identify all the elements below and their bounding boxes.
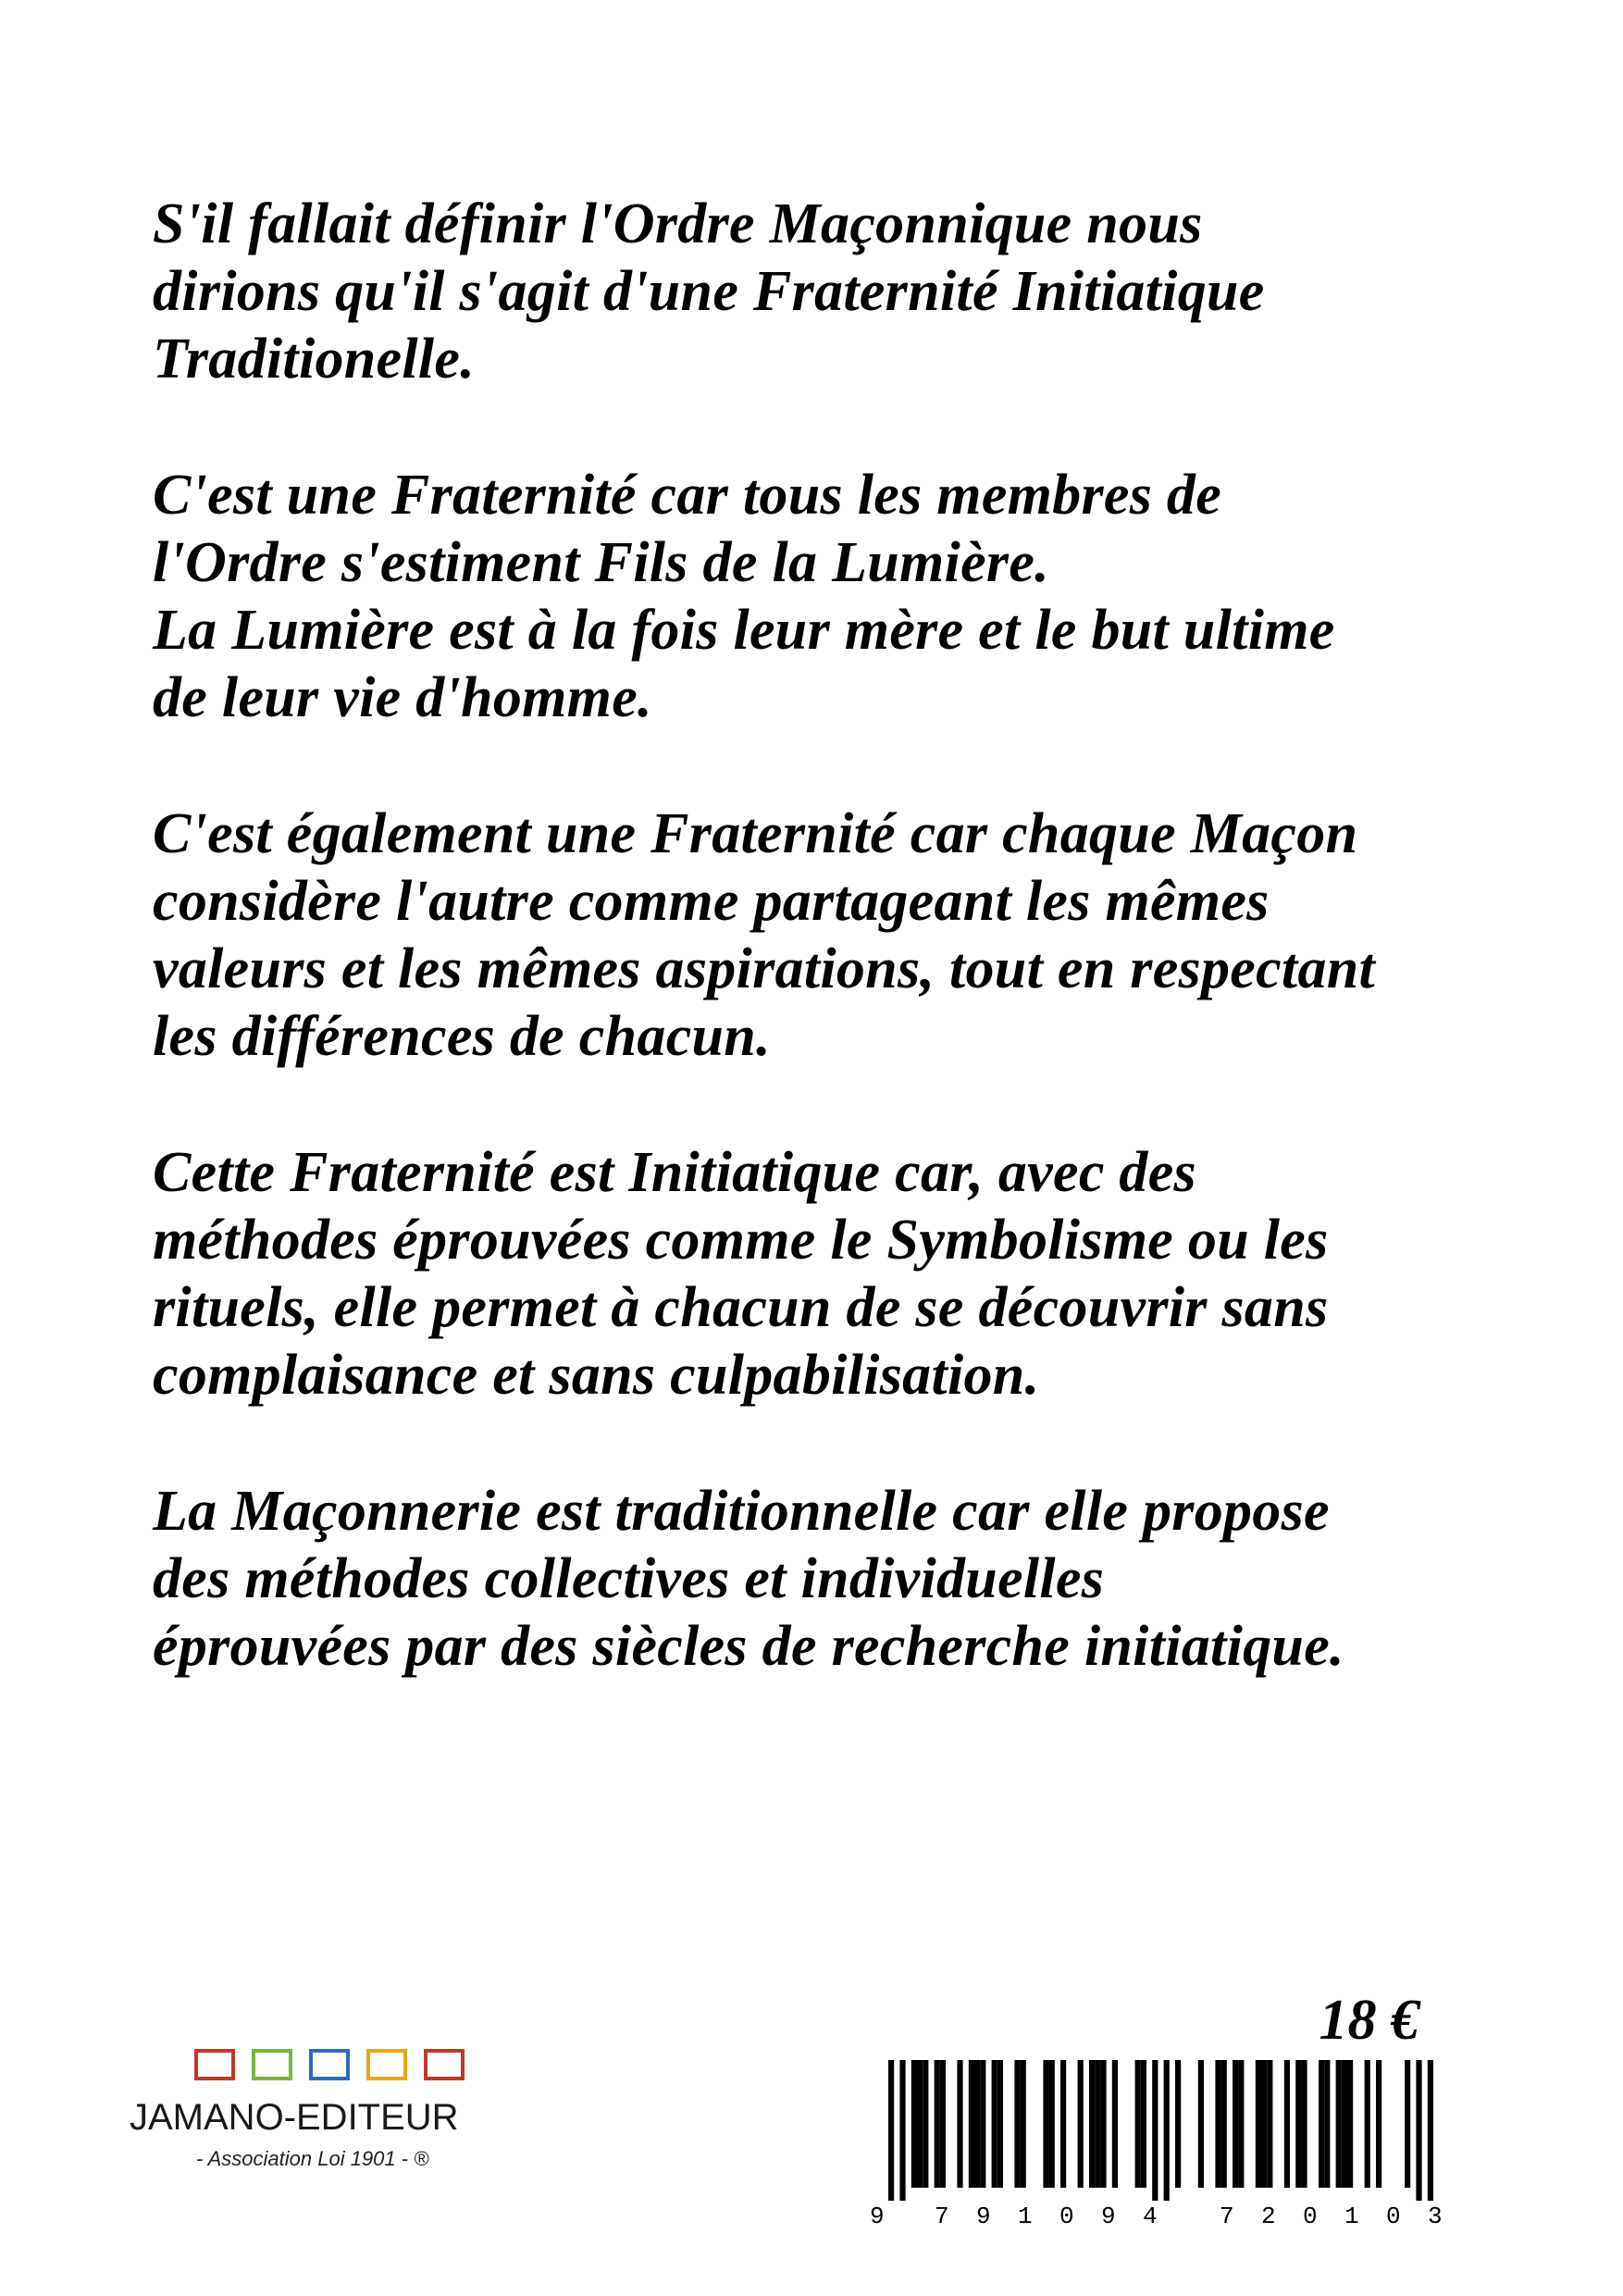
- barcode-bar: [1295, 2060, 1301, 2188]
- barcode-bar: [974, 2060, 980, 2188]
- barcode-digit: 9: [1101, 2203, 1116, 2230]
- barcode-bar: [1060, 2060, 1066, 2188]
- barcode-digit: 7: [935, 2203, 949, 2230]
- barcode-bar: [1100, 2060, 1106, 2188]
- barcode-digits: [870, 2203, 1481, 2240]
- barcode-bar: [1319, 2060, 1324, 2188]
- barcode-bar: [1238, 2060, 1244, 2188]
- barcode-bar: [1135, 2060, 1141, 2188]
- barcode-bar: [940, 2060, 946, 2188]
- publisher-name: JAMANO-EDITEUR: [130, 2097, 459, 2138]
- text-line: de leur vie d'homme.: [153, 666, 652, 729]
- text-line: Cette Fraternité est Initiatique car, avec des: [153, 1141, 1196, 1204]
- barcode-digit: 9: [976, 2203, 991, 2230]
- paragraph: [153, 1478, 1522, 1681]
- barcode-bar: [1089, 2060, 1095, 2188]
- barcode-bar: [1198, 2060, 1204, 2188]
- text-line: méthodes éprouvées comme le Symbolisme ou les: [153, 1209, 1329, 1272]
- barcode-bar: [1336, 2060, 1342, 2188]
- text-line: S'il fallait définir l'Ordre Maçonnique nous: [153, 192, 1203, 255]
- text-line: des méthodes collectives et individuelles: [153, 1547, 1105, 1610]
- barcode-bar: [1324, 2060, 1330, 2188]
- barcode-bar: [1021, 2060, 1026, 2188]
- barcode-bar: [888, 2060, 894, 2201]
- text-line: C'est également une Fraternité car chaque Maçon: [153, 802, 1358, 865]
- barcode-bar: [899, 2060, 905, 2201]
- barcode-bar: [1221, 2060, 1227, 2188]
- publisher-tagline: - Association Loi 1901 - ®: [196, 2147, 429, 2170]
- barcode-bar: [1261, 2060, 1267, 2188]
- text-line: rituels, elle permet à chacun de se découvrir sans: [153, 1276, 1329, 1339]
- barcode-bar: [1301, 2060, 1307, 2188]
- paragraph: [153, 800, 1522, 1071]
- barcode-bar: [1233, 2060, 1238, 2188]
- barcode-digit: 0: [1386, 2203, 1401, 2230]
- logo-square-icon: [366, 2049, 407, 2080]
- barcode-digit: 0: [1303, 2203, 1318, 2230]
- barcode-bar: [1049, 2060, 1055, 2188]
- barcode-bar: [1405, 2060, 1410, 2188]
- barcode-bar: [1078, 2060, 1084, 2188]
- text-line: complaisance et sans culpabilisation.: [153, 1344, 1040, 1407]
- barcode-bar: [1416, 2060, 1421, 2201]
- text-line: C'est une Fraternité car tous les membres de: [153, 464, 1222, 527]
- barcode-bar: [1267, 2060, 1272, 2188]
- barcode-bar: [1428, 2060, 1433, 2201]
- barcode-bar: [1014, 2060, 1020, 2188]
- barcode-bar: [1376, 2060, 1381, 2188]
- text-line: La Maçonnerie est traditionnelle car elle propose: [153, 1480, 1330, 1543]
- text-line: dirions qu'il s'agit d'une Fraternité Initiatique: [153, 260, 1265, 323]
- text-line: les différences de chacun.: [153, 1005, 771, 1068]
- logo-square-icon: [424, 2049, 465, 2080]
- barcode-first-digit: 9: [870, 2203, 885, 2230]
- barcode-bar: [1347, 2060, 1353, 2188]
- barcode-bar: [1215, 2060, 1220, 2188]
- paragraph: [153, 1139, 1522, 1409]
- barcode-bar: [1141, 2060, 1146, 2188]
- barcode-bar: [957, 2060, 962, 2188]
- text-line: considère l'autre comme partageant les mêmes: [153, 870, 1270, 933]
- barcode-bar: [1365, 2060, 1370, 2188]
- paragraph: [153, 191, 1522, 393]
- barcode-bar: [1043, 2060, 1048, 2188]
- barcode-bar: [911, 2060, 917, 2188]
- barcode-bar: [917, 2060, 923, 2188]
- barcode-digit: 4: [1143, 2203, 1158, 2230]
- text-line: valeurs et les mêmes aspirations, tout en respectant: [153, 937, 1376, 1000]
- barcode-digit: 7: [1220, 2203, 1234, 2230]
- text-line: La Lumière est à la fois leur mère et le but ultime: [153, 599, 1335, 662]
- logo-square-icon: [309, 2049, 350, 2080]
- barcode-bar: [980, 2060, 985, 2188]
- barcode-bar: [1284, 2060, 1290, 2188]
- text-line: l'Ordre s'estiment Fils de la Lumière.: [153, 531, 1049, 594]
- barcode-digit: 1: [1018, 2203, 1033, 2230]
- barcode-digit: 1: [1344, 2203, 1359, 2230]
- barcode-digit: 3: [1428, 2203, 1443, 2230]
- barcode-bar: [935, 2060, 940, 2188]
- barcode-digit: 2: [1261, 2203, 1276, 2230]
- barcode-bar: [997, 2060, 1003, 2188]
- barcode-bar: [1175, 2060, 1181, 2188]
- logo-square-icon: [252, 2049, 292, 2080]
- barcode-bars: [870, 2056, 1481, 2204]
- price-label: 18 €: [1319, 1989, 1419, 2052]
- barcode-bar: [1095, 2060, 1100, 2188]
- barcode-digit: 0: [1059, 2203, 1074, 2230]
- barcode-bar: [1256, 2060, 1261, 2188]
- isbn-barcode: [870, 2056, 1481, 2241]
- barcode-bar: [1112, 2060, 1118, 2188]
- text-line: Traditionelle.: [153, 328, 476, 391]
- barcode-bar: [923, 2060, 928, 2188]
- publisher-logo: [130, 2049, 555, 2188]
- barcode-bar: [969, 2060, 974, 2188]
- back-cover-text: [153, 191, 1522, 1749]
- barcode-bar: [1152, 2060, 1158, 2201]
- barcode-bar: [992, 2060, 997, 2188]
- text-line: éprouvées par des siècles de recherche initiatique.: [153, 1615, 1344, 1678]
- barcode-bar: [1164, 2060, 1170, 2201]
- logo-square-icon: [194, 2049, 235, 2080]
- paragraph: [153, 462, 1522, 732]
- barcode-bar: [1342, 2060, 1347, 2188]
